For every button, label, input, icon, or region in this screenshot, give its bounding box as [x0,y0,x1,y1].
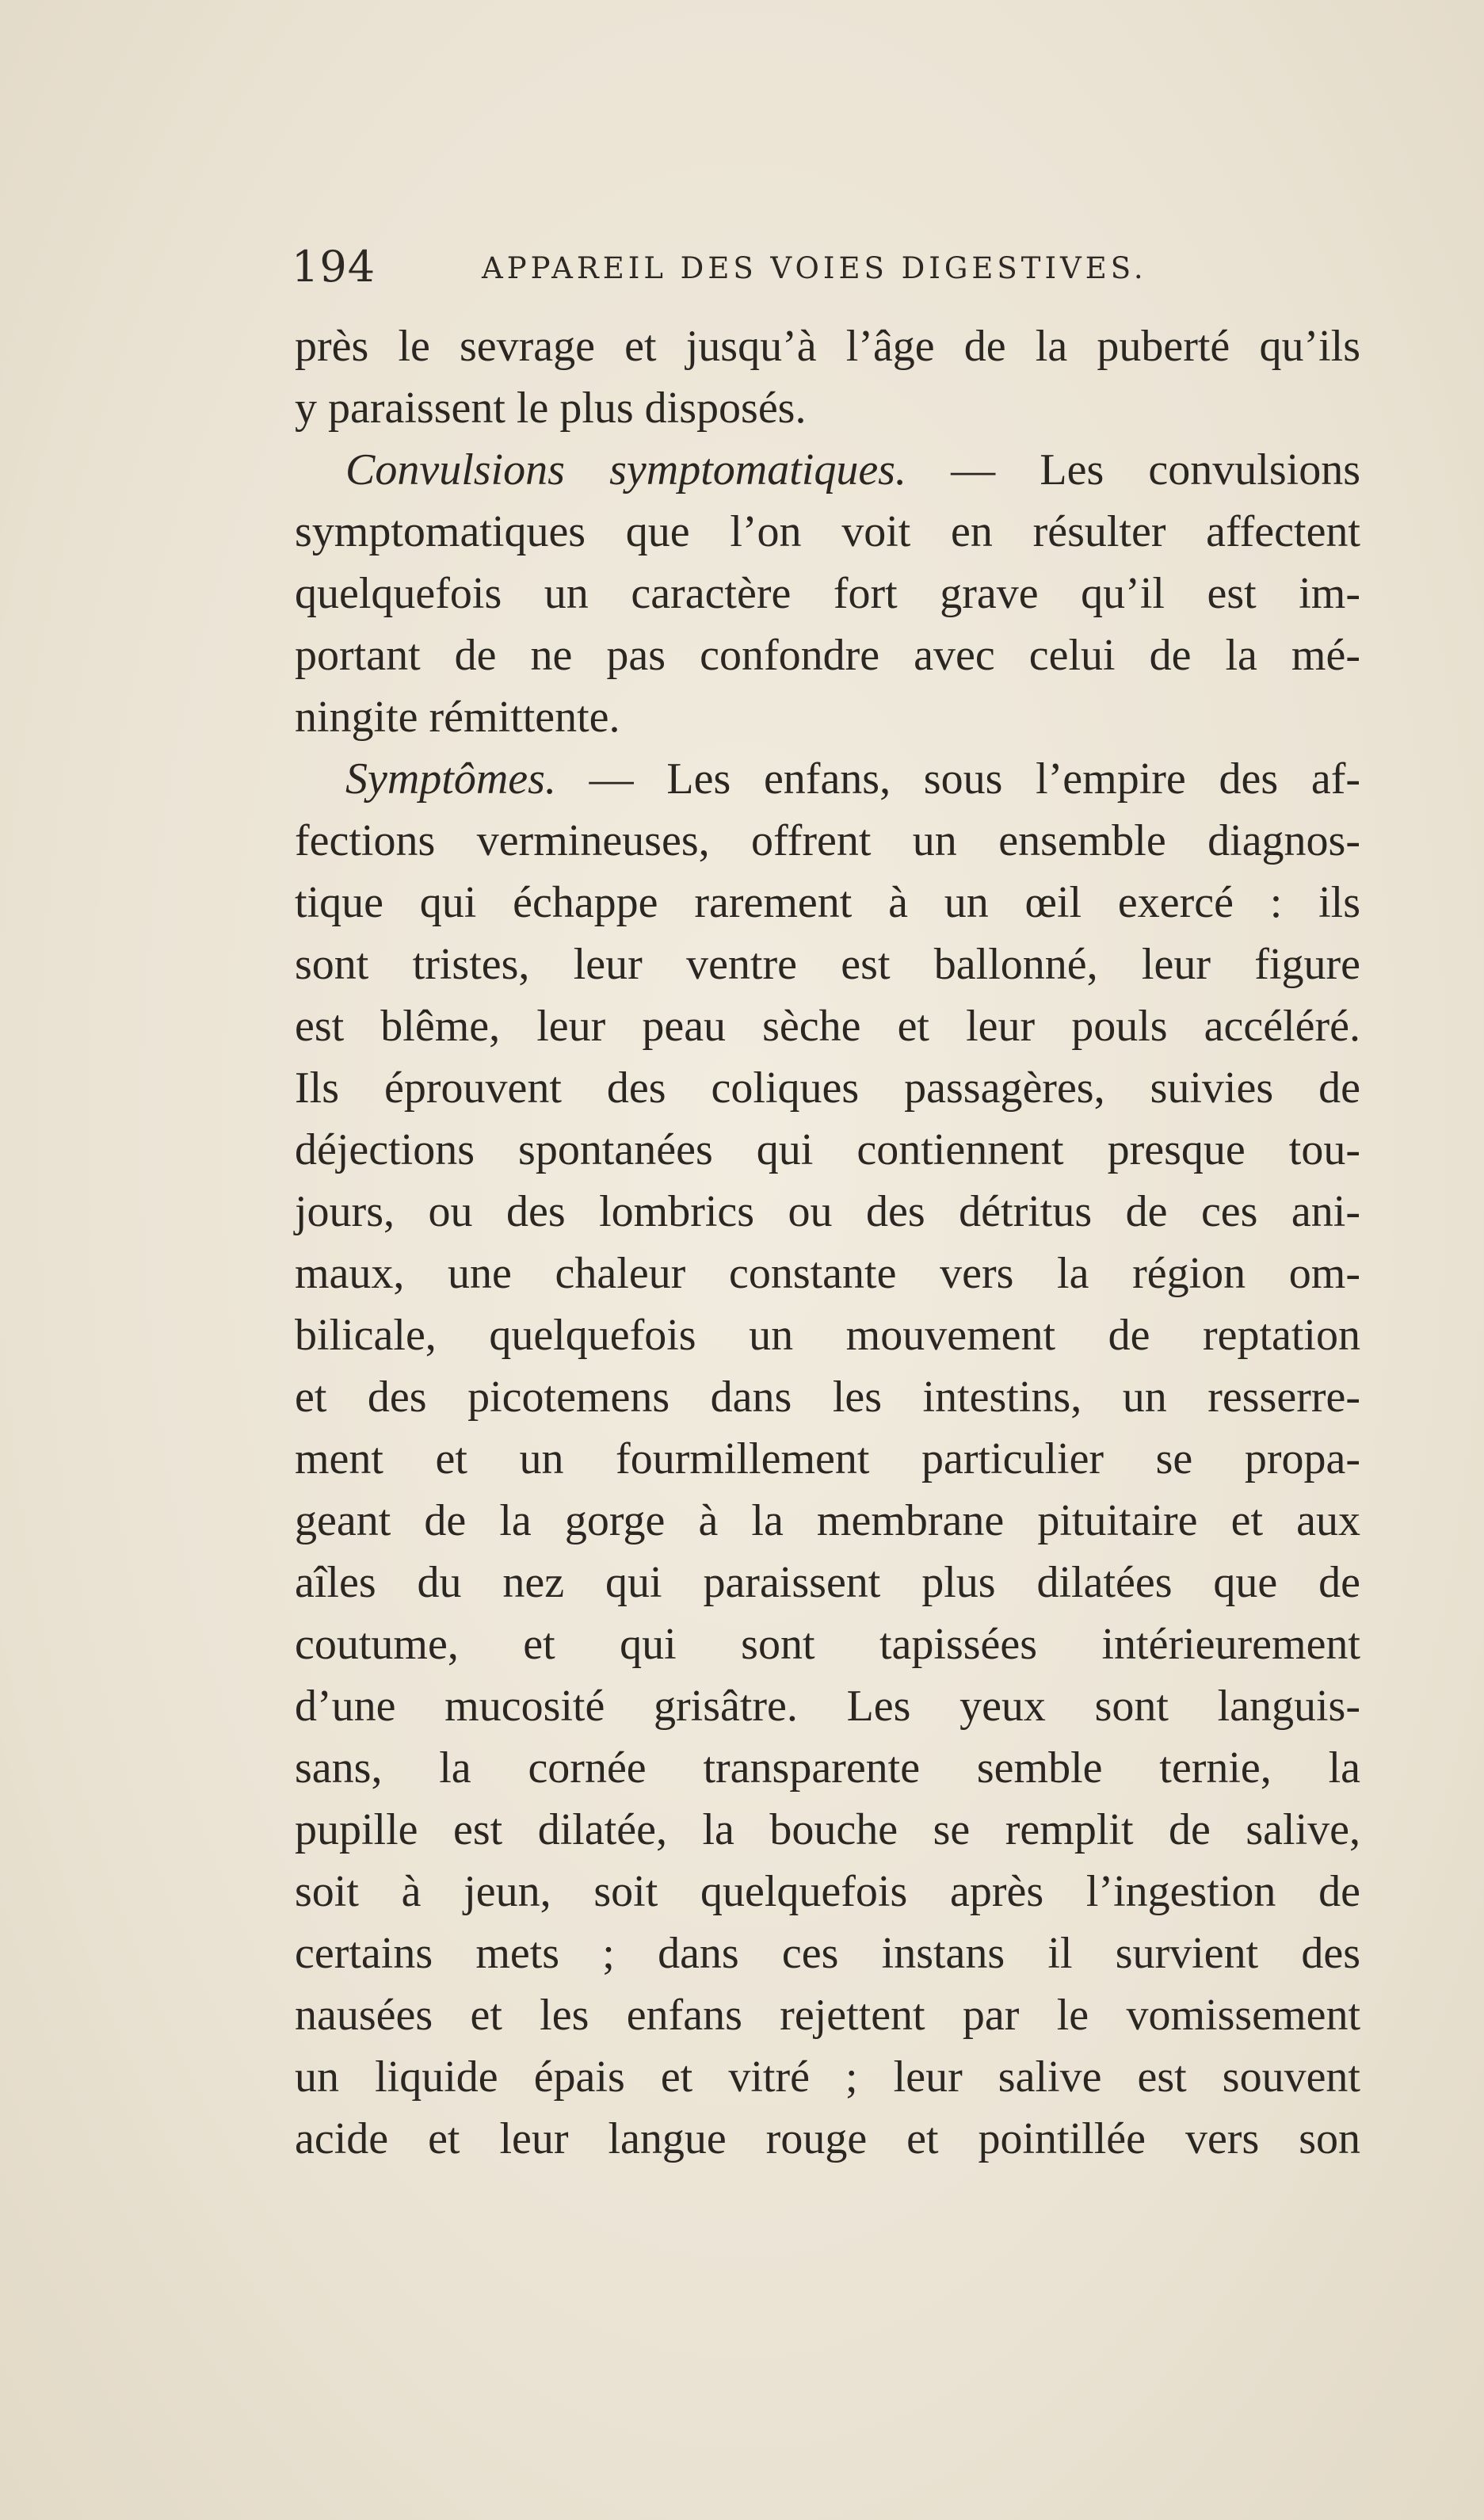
text-line: déjections spontanées qui contiennent presque tou- [295,1125,1360,1174]
running-title: APPAREIL DES VOIES DIGESTIVES. [482,251,1147,285]
text-line: symptomatiques que l’on voit en résulter affectent [295,507,1360,556]
text-line: geant de la gorge à la membrane pituitaire et aux [295,1496,1360,1545]
subheading-symptomes: Symptômes. [345,754,556,804]
text-line: un liquide épais et vitré ; leur salive est souvent [295,2052,1360,2102]
text-line: jours, ou des lombrics ou des détritus de ces ani- [295,1187,1360,1236]
text-line: d’une mucosité grisâtre. Les yeux sont languis- [295,1682,1360,1731]
text-fragment: — Les convulsions [951,445,1360,494]
text-line: pupille est dilatée, la bouche se remplit de salive, [295,1805,1360,1854]
body-text [295,315,1360,2170]
page-header [292,242,1361,305]
text-line: près le sevrage et jusqu’à l’âge de la puberté qu’ils [295,322,1360,371]
page-number: 194 [292,242,376,292]
text-line: est blême, leur peau sèche et leur pouls accéléré. [295,1002,1360,1051]
subheading-convulsions: Convulsions symptomatiques. [345,445,906,494]
text-line: quelquefois un caractère fort grave qu’il est im- [295,569,1360,618]
text-line: ningite rémittente. [295,693,620,742]
text-line: soit à jeun, soit quelquefois après l’ingestion de [295,1867,1360,1916]
paragraph-line [295,748,1360,810]
text-line: aîles du nez qui paraissent plus dilatées que de [295,1558,1360,1607]
text-line: coutume, et qui sont tapissées intérieurement [295,1620,1360,1669]
text-line: maux, une chaleur constante vers la région om- [295,1249,1360,1298]
text-line: ment et un fourmillement particulier se propa- [295,1434,1360,1483]
text-line: tique qui échappe rarement à un œil exercé : ils [295,878,1360,927]
text-line: Ils éprouvent des coliques passagères, suivies de [295,1063,1360,1113]
text-line: et des picotemens dans les intestins, un resserre- [295,1373,1360,1422]
text-line: bilicale, quelquefois un mouvement de reptation [295,1311,1360,1360]
text-line: certains mets ; dans ces instans il survient des [295,1929,1360,1978]
paragraph-line [295,439,1360,501]
text-line: acide et leur langue rouge et pointillée vers son [295,2114,1360,2163]
text-line: nausées et les enfans rejettent par le vomissement [295,1991,1360,2040]
text-line: sans, la cornée transparente semble ternie, la [295,1743,1360,1793]
text-fragment: — Les enfans, sous l’empire des af- [589,754,1361,804]
text-line: sont tristes, leur ventre est ballonné, leur figure [295,940,1360,989]
text-line: fections vermineuses, offrent un ensemble diagnos- [295,816,1360,865]
text-line: y paraissent le plus disposés. [295,384,807,433]
text-line: portant de ne pas confondre avec celui de la mé- [295,631,1360,680]
